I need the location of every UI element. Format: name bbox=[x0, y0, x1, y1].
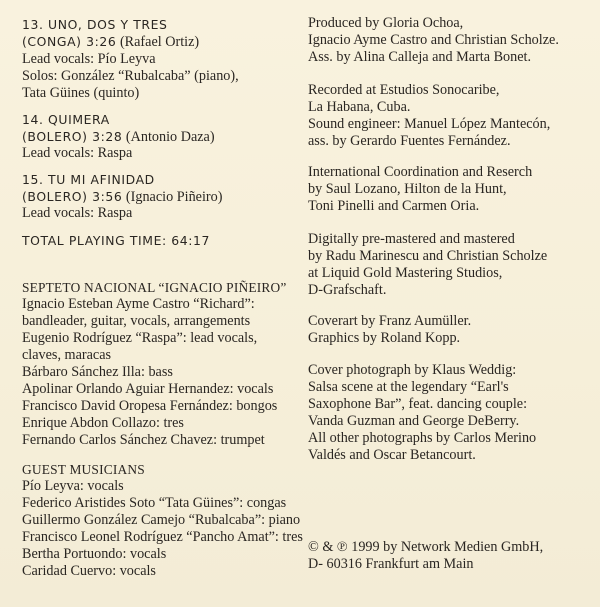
guest-line: Guillermo González Camejo “Rubalcaba”: piano bbox=[22, 512, 301, 528]
credits-coordination-line: International Coordination and Reserch bbox=[308, 164, 533, 180]
guest-line: Caridad Cuervo: vocals bbox=[22, 563, 156, 579]
credits-mastering-line: by Radu Marinescu and Christian Scholze bbox=[308, 248, 548, 264]
credits-coordination-line: by Saul Lozano, Hilton de la Hunt, bbox=[308, 181, 507, 197]
septeto-line: Enrique Abdon Collazo: tres bbox=[22, 415, 184, 431]
credits-mastering-line: at Liquid Gold Mastering Studios, bbox=[308, 265, 503, 281]
track-14-composer: (Antonio Daza) bbox=[125, 129, 215, 145]
track-15-style-time: (BOLERO) 3:56 bbox=[22, 189, 123, 204]
septeto-line: Eugenio Rodríguez “Raspa”: lead vocals, bbox=[22, 330, 258, 346]
track-13-detail: Lead vocals: Pío Leyva bbox=[22, 51, 156, 67]
track-13-detail: Solos: González “Rubalcaba” (piano), bbox=[22, 68, 239, 84]
track-14-detail: Lead vocals: Raspa bbox=[22, 145, 133, 161]
track-15-detail: Lead vocals: Raspa bbox=[22, 205, 133, 221]
right-column bbox=[308, 0, 596, 607]
copyright-line: © & ℗ 1999 by Network Medien GmbH, bbox=[308, 539, 544, 555]
track-13-composer: (Rafael Ortiz) bbox=[119, 34, 200, 50]
credits-photo-line: Valdés and Oscar Betancourt. bbox=[308, 447, 476, 463]
track-13-meta bbox=[22, 33, 199, 51]
copyright-address-line: D- 60316 Frankfurt am Main bbox=[308, 556, 474, 572]
track-14-meta bbox=[22, 128, 215, 146]
credits-recorded-line: La Habana, Cuba. bbox=[308, 99, 411, 115]
septeto-line: Fernando Carlos Sánchez Chavez: trumpet bbox=[22, 432, 265, 448]
guest-line: Francisco Leonel Rodríguez “Pancho Amat”: tres bbox=[22, 529, 303, 545]
track-13-title: 13. UNO, DOS Y TRES bbox=[22, 17, 168, 32]
septeto-line: Ignacio Esteban Ayme Castro “Richard”: bbox=[22, 296, 255, 312]
credits-mastering-line: Digitally pre-mastered and mastered bbox=[308, 231, 515, 247]
septeto-line: Apolinar Orlando Aguiar Hernandez: vocals bbox=[22, 381, 274, 397]
credits-photo-line: Vanda Guzman and George DeBerry. bbox=[308, 413, 520, 429]
guest-musicians-heading: GUEST MUSICIANS bbox=[22, 462, 145, 477]
credits-produced-line: Ignacio Ayme Castro and Christian Scholze. bbox=[308, 32, 559, 48]
credits-produced-line: Ass. by Alina Calleja and Marta Bonet. bbox=[308, 49, 532, 65]
credits-mastering-line: D-Grafschaft. bbox=[308, 282, 387, 298]
track-15-title: 15. TU MI AFINIDAD bbox=[22, 172, 155, 187]
track-13-style-time: (CONGA) 3:26 bbox=[22, 34, 117, 49]
septeto-line: Francisco David Oropesa Fernández: bongos bbox=[22, 398, 278, 414]
guest-line: Pío Leyva: vocals bbox=[22, 478, 124, 494]
track-15-composer: (Ignacio Piñeiro) bbox=[125, 189, 223, 205]
septeto-line: bandleader, guitar, vocals, arrangements bbox=[22, 313, 251, 329]
guest-line: Bertha Portuondo: vocals bbox=[22, 546, 167, 562]
credits-recorded-line: ass. by Gerardo Fuentes Fernández. bbox=[308, 133, 511, 149]
credits-recorded-line: Recorded at Estudios Sonocaribe, bbox=[308, 82, 500, 98]
septeto-line: claves, maracas bbox=[22, 347, 112, 363]
septeto-line: Bárbaro Sánchez Illa: bass bbox=[22, 364, 173, 380]
credits-photo-line: All other photographs by Carlos Merino bbox=[308, 430, 537, 446]
credits-photo-line: Saxophone Bar”, feat. dancing couple: bbox=[308, 396, 528, 412]
track-15-meta bbox=[22, 188, 222, 206]
total-playing-time: TOTAL PLAYING TIME: 64:17 bbox=[22, 233, 211, 248]
left-column bbox=[22, 0, 303, 607]
guest-line: Federico Aristides Soto “Tata Güines”: congas bbox=[22, 495, 287, 511]
septeto-heading: SEPTETO NACIONAL “IGNACIO PIÑEIRO” bbox=[22, 280, 287, 295]
track-14-style-time: (BOLERO) 3:28 bbox=[22, 129, 123, 144]
track-14-title: 14. QUIMERA bbox=[22, 112, 110, 127]
credits-photo-line: Salsa scene at the legendary “Earl's bbox=[308, 379, 509, 395]
credits-coordination-line: Toni Pinelli and Carmen Oria. bbox=[308, 198, 480, 214]
credits-produced-line: Produced by Gloria Ochoa, bbox=[308, 15, 464, 31]
credits-art-line: Graphics by Roland Kopp. bbox=[308, 330, 461, 346]
track-13-detail: Tata Güines (quinto) bbox=[22, 85, 140, 101]
credits-art-line: Coverart by Franz Aumüller. bbox=[308, 313, 472, 329]
credits-photo-line: Cover photograph by Klaus Weddig: bbox=[308, 362, 517, 378]
credits-recorded-line: Sound engineer: Manuel López Mantecón, bbox=[308, 116, 551, 132]
